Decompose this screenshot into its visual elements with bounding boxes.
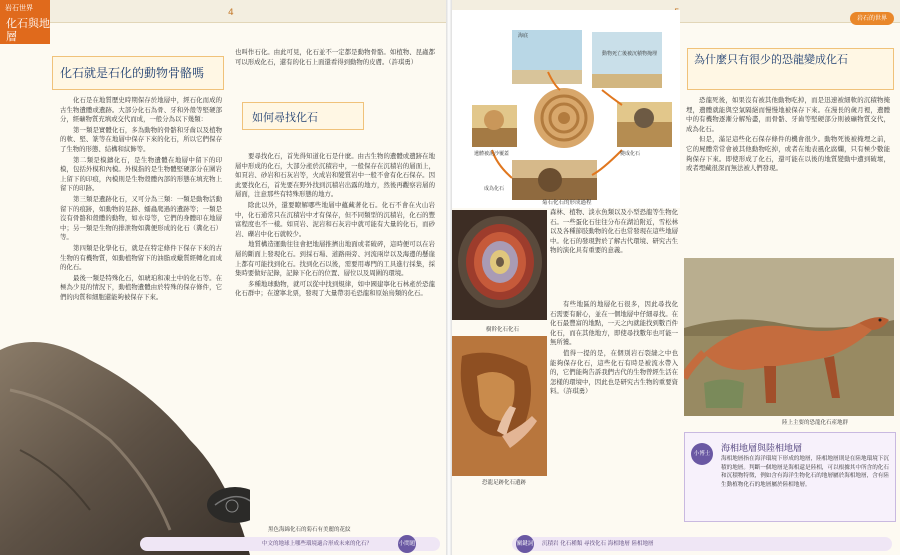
diagram-label: 動物死亡後被沉積物掩埋 xyxy=(602,51,658,57)
paragraph: 但是，滿足這些化石保存條件的機會很少。動物死後被掩埋之前，它的屍體常常會被其他動物吃掉，或者在地表風化腐爛，只有極少數能夠保存下來。即使形成了化石，還可能在以後的地質變動中遭到破壞，或者埋藏很深而無法被人們發現。 xyxy=(686,135,890,173)
paragraph: 恐龍死後，如果沒有被其他動物吃掉，而是迅速被細軟的沉積物掩埋，遺體就能與空氣隔絕而慢慢地被保存下來。在漫長的歲月裡，遺體中的有機物逐漸分解殆盡，而骨骼、牙齒等堅硬部分則被礦物質交代，成為化石。 xyxy=(686,96,890,133)
column-2 xyxy=(235,152,435,487)
paragraph: 有些地區的地層化石很多，因此尋找化石需要有耐心，並在一個地層中仔細尋找。在化石最豐富的地點，一天之內就能找到數百件化石，而在其他地方，即使尋找數年也可能一無所獲。 xyxy=(550,300,678,347)
right-column-3 xyxy=(550,300,678,480)
paragraph: 最後一類是特殊化石，如琥珀和凍土中的化石等。在極為少見的情況下，動植物遺體由於特殊的保存條件，它們的肉質和細胞還能夠被保存下來。 xyxy=(60,273,222,301)
column-1 xyxy=(60,96,222,302)
section-title-2: 如何尋找化石 xyxy=(252,111,318,124)
diagram-label: 遺體被泥沙覆蓋 xyxy=(474,151,510,157)
tip-box xyxy=(684,432,896,522)
dinosaur-footprint-photo xyxy=(452,336,547,476)
footprint-caption: 恐龍足跡化石遺跡 xyxy=(482,480,527,486)
bottom-keyword-text: 沉積岩 化石種類 尋找化石 海相地層 陸相地層 xyxy=(542,541,654,547)
tip-badge: 小博士 xyxy=(691,443,713,465)
section-title-1: 化石就是石化的動物骨骼嗎 xyxy=(60,66,205,80)
right-page xyxy=(452,0,900,555)
section-tab xyxy=(0,0,50,44)
bottom-question-text: 中文的地球上哪些環境適合形成未來的化石？ xyxy=(262,541,373,547)
paragraph: 除此以外，還要瞭解哪些地層中蘊藏著化石。化石不會在火山岩中，化石通常只在沉積岩中才有保存，但不同類型的沉積岩，化石的豐富程度也不一樣。如頁岩、泥岩和石灰岩中就可能有大量的化石，而砂岩、礫岩中化石就較少。 xyxy=(235,200,435,238)
paragraph: 第二類是模鑄化石，是生物遺體在地層中留下的印模，包括外模和內模。外模指的是生物體堅硬部分在圍岩上留下的印痕，內模則是生物殼體內部的形態在填充物上留下的印跡。 xyxy=(60,155,222,193)
diagram-label: 海底 xyxy=(518,33,529,39)
section-tab-small: 岩石世界 xyxy=(5,4,33,12)
dinosaur-illustration xyxy=(684,258,894,416)
page-number-left: 4 xyxy=(228,8,234,18)
tip-text: 海相地層指在海洋環境下形成的地層，陸相地層則是在陸地環境下沉積的地層。判斷一個地層是海相還是陸相，可以根據其中所含的化石和沉積物特徵，例如含有海洋生物化石的地層屬於海相地層，含有陸生動植物化石的地層屬於陸相地層。 xyxy=(721,456,889,488)
paragraph: 多種地球動物，就可以從中找到規律，如中國建寧化石林產於恐龍化石群中；在遼寧北票，發現了大量帶羽毛恐龍和原始鳥類的化石。 xyxy=(235,279,435,298)
dinosaur-caption: 陸上主要的恐龍化石產地群 xyxy=(782,420,849,426)
petrified-wood-photo xyxy=(452,210,547,320)
paragraph: 要尋找化石，首先得知道化石是什麼。由古生物的遺體或遺跡在地層中形成的化石，大部分產於沉積岩中，一般保存在沉積岩的層面上，如頁岩、砂岩和石灰岩等，火成岩和變質岩中一般不會有化石保存。因此要找化石，首先要在野外找到沉積岩出露的地方，然後再觀察岩層的層面，注意那些有特殊形態的地方。 xyxy=(235,152,435,199)
column-2-top: 也叫作石化。由此可見，化石並不一定都是動物骨骼。如植物、昆蟲都可以形成化石，還有的化石上面還看得到動物的皮膚。（許琪勇） xyxy=(235,48,435,66)
right-column-1: 森林、植物、淡水魚類以及小型恐龍等生物化石。一些蛋化石往往分布在湖泊附近，雪松林以及各種節肢動物的化石也常發現在這些地層中。化石的發現對於了解古代環境、研究古生物的演化具有重要的意義。 xyxy=(550,208,678,255)
right-column-2 xyxy=(686,96,890,256)
diagram-label: 變成化石 xyxy=(620,151,641,157)
diagram-label: 成為化石 xyxy=(484,186,505,192)
photo-caption: 黑色海綿化石的菊石有美麗的花紋 xyxy=(268,527,351,533)
tip-title: 海相地層與陸相地層 xyxy=(721,444,803,454)
fossil-formation-diagram xyxy=(452,10,680,208)
diagram-caption: 菊石化石的形成過程 xyxy=(542,200,592,206)
paragraph: 化石是在地質歷史時期保存於地層中，經石化而成的古生物遺體或遺跡。大部分化石為骨、牙和外殼等堅硬部分，經礦物質充填或交代而成，一般分為以下幾類： xyxy=(60,96,222,124)
petrified-wood-caption: 樹幹化石化石 xyxy=(486,327,520,333)
section-pill: 岩石的世界 xyxy=(850,12,894,25)
top-band xyxy=(0,0,446,23)
paragraph: 第三類是遺跡化石，又可分為三類：一類是動物活動留下的痕跡，如動物的足跡、蠕蟲爬過的遺跡等；一類是沒有骨骼和殼體的動物，如水母等，它們的身體印在地層中；另一類是生物的排泄物如糞便形成的化石（糞化石）等。 xyxy=(60,194,222,242)
question-badge: 小問題 xyxy=(398,535,416,553)
section-title-3: 為什麼只有很少的恐龍變成化石 xyxy=(694,53,848,66)
paragraph: 地質構造運動往往會把地層推擠出地面或者破碎，這時便可以在岩層的斷面上發現化石。到採石場、道路兩旁、河流兩岸以及海邊的懸崖上都有可能找到化石。找到化石以後，需要用專門的工具進行採集，採集時要做好記錄，記錄下化石的位置、層位以及周圍的環境。 xyxy=(235,240,435,278)
left-page xyxy=(0,0,446,555)
keyword-badge: 關鍵詞 xyxy=(516,535,534,553)
ammonite-rock-photo xyxy=(0,330,250,555)
paragraph: 第四類是化學化石，就是在特定條件下保存下來的古生物的有機物質，如動植物留下的油脂或蠟質經轉化而成的化石。 xyxy=(60,243,222,272)
paragraph: 值得一提的是，在個別岩石裂縫之中也能夠保存化石，這些化石有時是被流水帶入的，它們能夠告訴我們古代的生物曾經生活在怎樣的環境中，因此也是研究古生物的重要資料。（許琪勇） xyxy=(550,348,678,396)
paragraph: 第一類是實體化石，多為動物的骨骼和牙齒以及植物的軟、堅、篆等在地層中保存下來的化石，所以它們保存了生物的形態、結構和紋飾等。 xyxy=(60,125,222,153)
section-tab-title: 化石與地層 xyxy=(6,17,50,43)
